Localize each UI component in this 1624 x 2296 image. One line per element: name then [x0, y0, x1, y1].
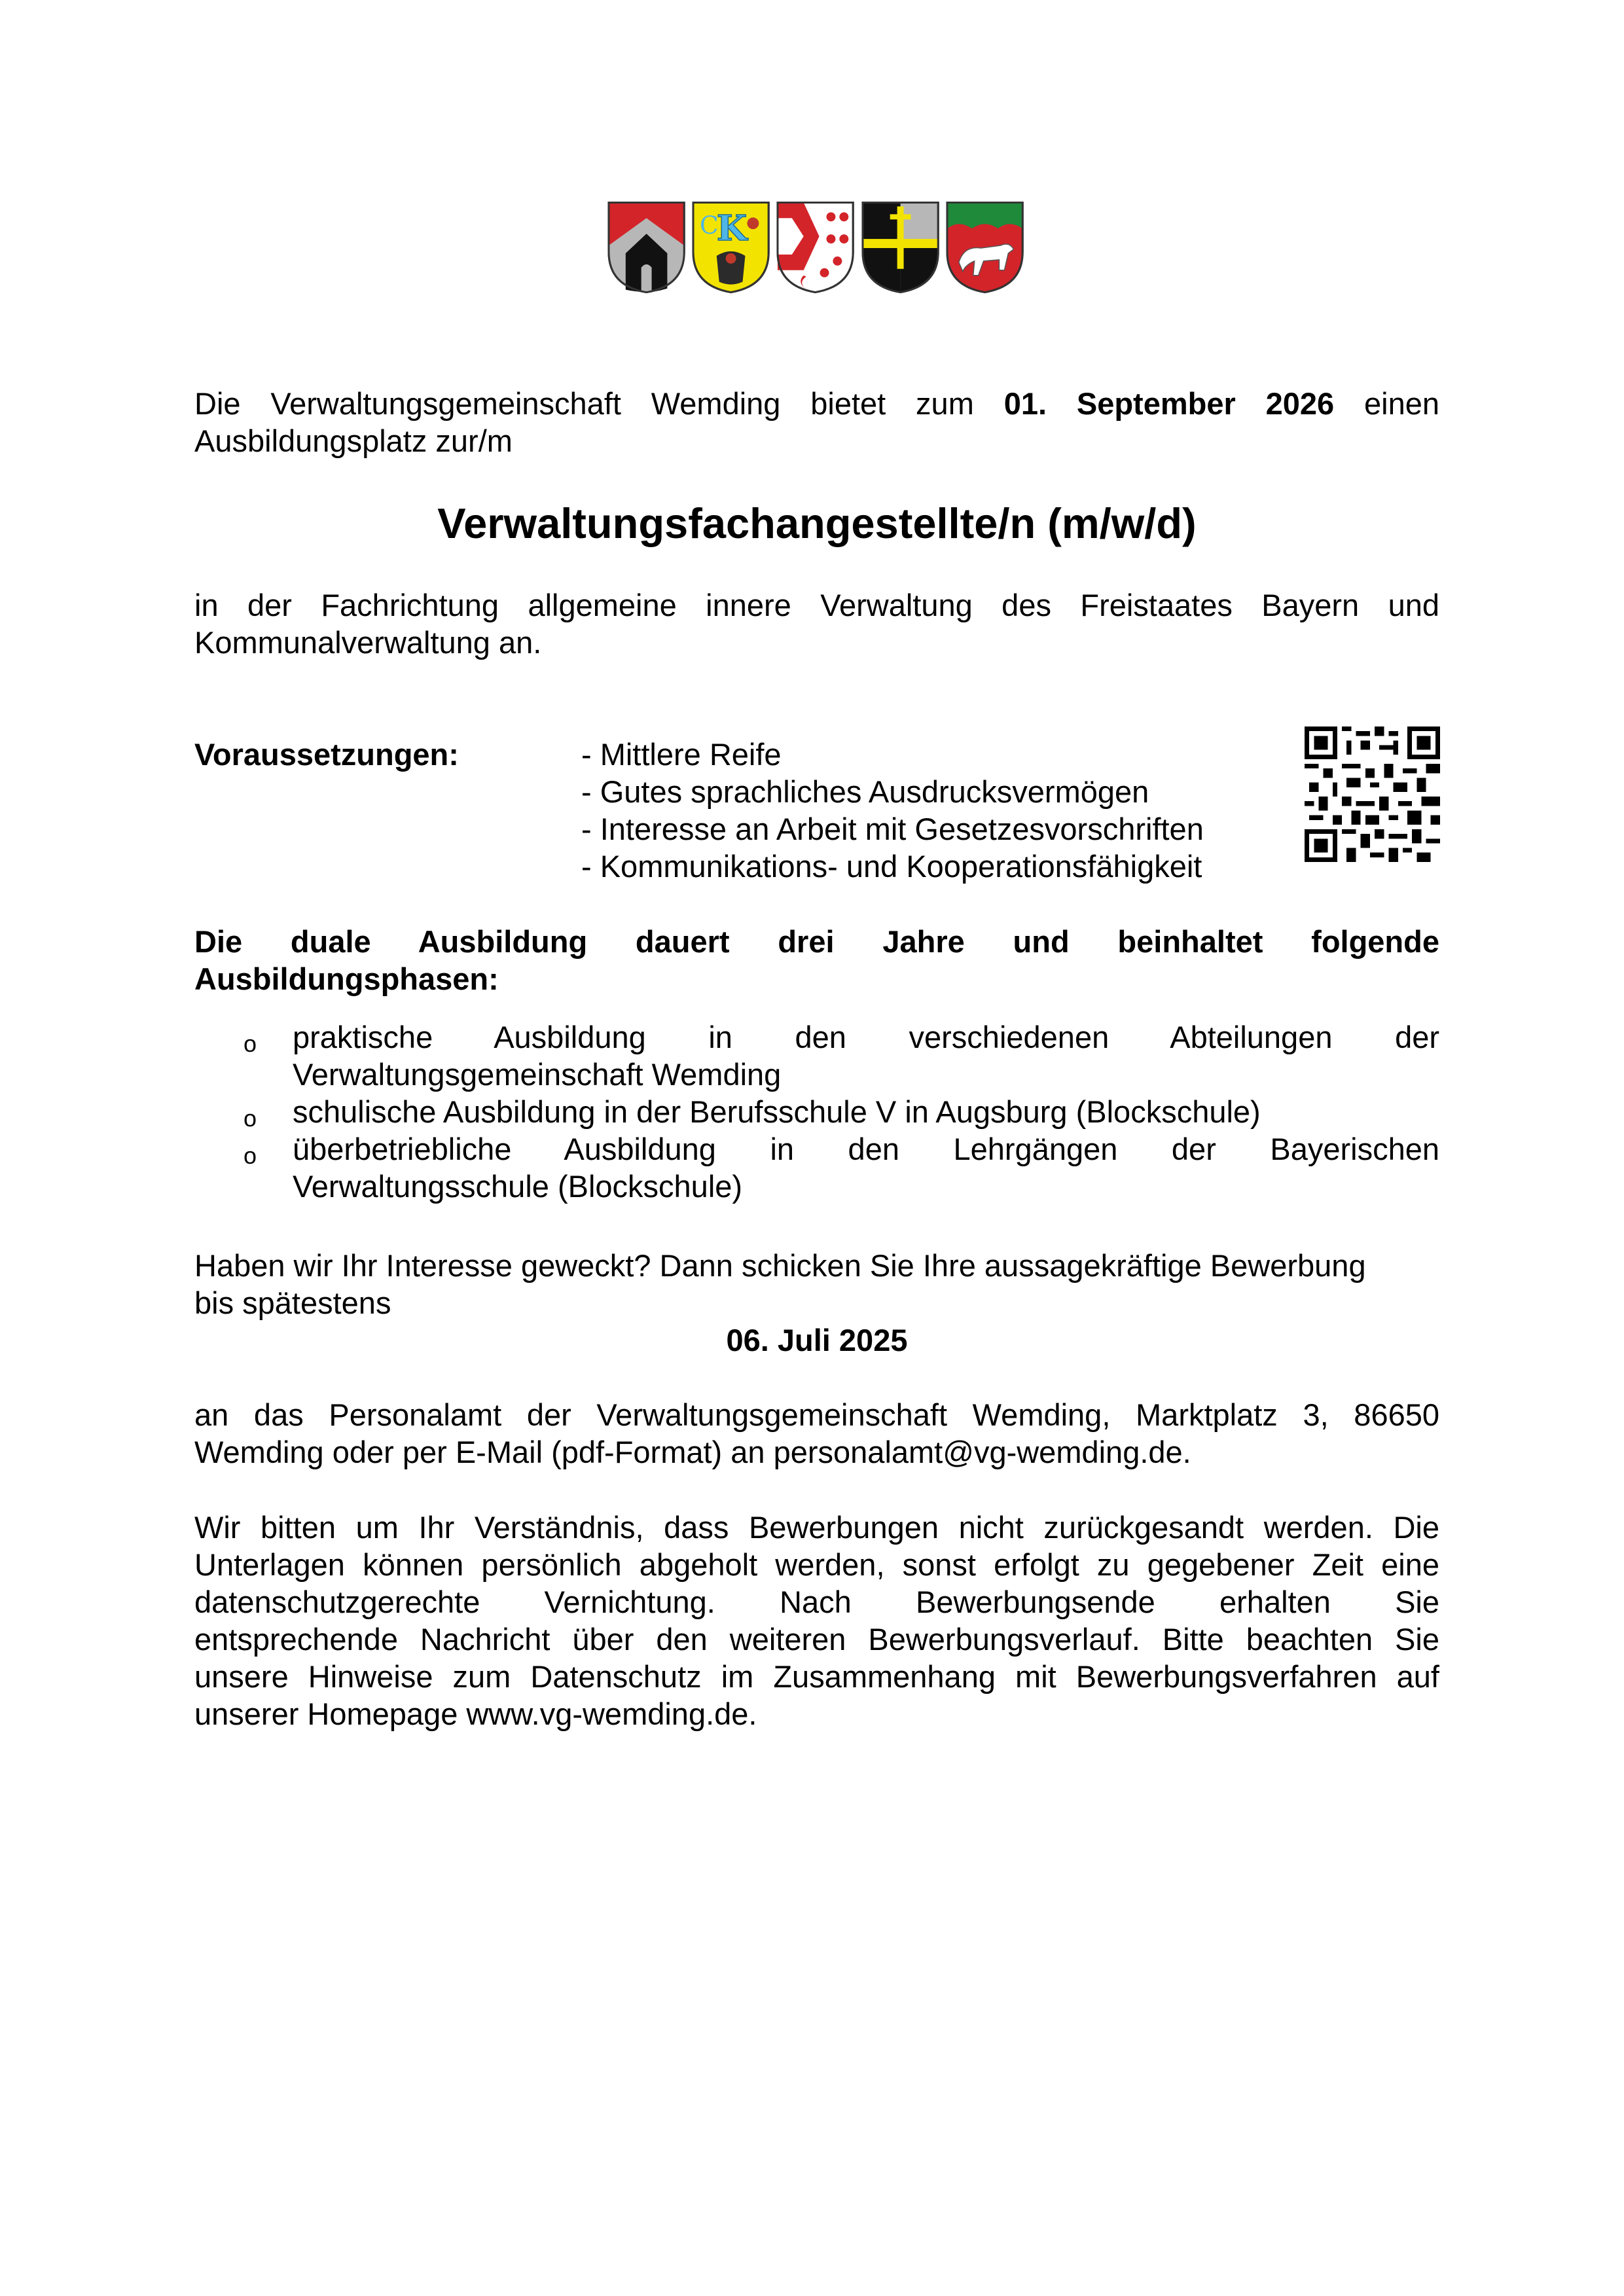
job-title: Verwaltungsfachangestellte/n (m/w/d)	[437, 499, 1197, 547]
crest-2-icon	[691, 200, 771, 295]
requirements-label: Voraussetzungen:	[194, 737, 459, 772]
privacy-paragraph	[194, 1509, 1439, 1732]
description-paragraph	[194, 586, 1439, 661]
bullet-icon: o	[244, 1105, 257, 1132]
duration-paragraph	[194, 923, 1439, 997]
qr-code-icon[interactable]	[1305, 726, 1440, 862]
crest-4-icon	[860, 200, 941, 295]
phase-line-1: schulische Ausbildung in der Berufsschule V in Augsburg (Blockschule)	[293, 1094, 1261, 1129]
address-line-2: Wemding oder per E-Mail (pdf-Format) an personalamt@vg-wemding.de.	[194, 1435, 1191, 1469]
phases-list	[244, 1018, 1439, 1205]
address-line-1: an das Personalamt der Verwaltungsgemeinschaft Wemding, Marktplatz 3, 86650	[194, 1397, 1439, 1432]
phase-item	[244, 1093, 1439, 1130]
phase-line-1: praktische Ausbildung in den verschiedenen Abteilungen der	[293, 1020, 1439, 1054]
apply-line-2: bis spätestens	[194, 1285, 391, 1320]
phase-line-2: Verwaltungsgemeinschaft Wemding	[293, 1057, 782, 1092]
address-paragraph	[194, 1396, 1439, 1471]
intro-line-2: Ausbildungsplatz zur/m	[194, 423, 513, 458]
requirement-item: - Mittlere Reife	[581, 737, 782, 772]
bullet-icon: o	[244, 1030, 257, 1057]
duration-line-1: Die duale Ausbildung dauert drei Jahre und beinhaltet folgende	[194, 924, 1439, 959]
description-line-1: in der Fachrichtung allgemeine innere Verwaltung des Freistaates Bayern und	[194, 588, 1439, 622]
phase-line-1: überbetriebliche Ausbildung in den Lehrgängen der Bayerischen	[293, 1132, 1439, 1166]
start-date: 01. September 2026	[1003, 386, 1335, 421]
crest-5-icon	[945, 200, 1025, 295]
duration-line-2: Ausbildungsphasen:	[194, 961, 499, 996]
privacy-line: unsere Hinweise zum Datenschutz im Zusammenhang mit Bewerbungsverfahren auf	[194, 1659, 1439, 1694]
phase-item	[244, 1018, 1439, 1093]
application-deadline: 06. Juli 2025	[726, 1323, 908, 1357]
requirements-list	[581, 736, 1288, 885]
apply-line-1: Haben wir Ihr Interesse geweckt? Dann schicken Sie Ihre aussagekräftige Bewerbung	[194, 1248, 1366, 1283]
intro-suffix: einen	[1363, 386, 1439, 421]
apply-paragraph	[194, 1247, 1439, 1321]
intro-line-1	[194, 385, 1439, 422]
intro-paragraph	[194, 385, 1439, 459]
phase-item	[244, 1130, 1439, 1205]
requirement-item: - Gutes sprachliches Ausdrucksvermögen	[581, 774, 1149, 809]
crests-row	[606, 200, 1025, 295]
svg-text:K: K	[716, 207, 748, 249]
privacy-line: Wir bitten um Ihr Verständnis, dass Bewerbungen nicht zurückgesandt werden. Die	[194, 1510, 1439, 1545]
privacy-line: Unterlagen können persönlich abgeholt werden, sonst erfolgt zu gegebener Zeit eine	[194, 1547, 1439, 1582]
privacy-line-last: unserer Homepage www.vg-wemding.de.	[194, 1696, 757, 1731]
description-line-2: Kommunalverwaltung an.	[194, 625, 542, 660]
crest-3-icon	[775, 200, 856, 295]
svg-text:C: C	[700, 211, 719, 240]
phase-line-2: Verwaltungsschule (Blockschule)	[293, 1169, 743, 1204]
bullet-icon: o	[244, 1142, 257, 1169]
crest-1-icon	[606, 200, 687, 295]
privacy-line: datenschutzgerechte Vernichtung. Nach Bewerbungsende erhalten Sie	[194, 1585, 1439, 1619]
requirement-item: - Kommunikations- und Kooperationsfähigkeit	[581, 849, 1202, 884]
requirement-item: - Interesse an Arbeit mit Gesetzesvorschriften	[581, 812, 1204, 846]
privacy-line: entsprechende Nachricht über den weiteren Bewerbungsverlauf. Bitte beachten Sie	[194, 1622, 1439, 1657]
intro-prefix: Die Verwaltungsgemeinschaft Wemding bietet zum	[194, 386, 974, 421]
